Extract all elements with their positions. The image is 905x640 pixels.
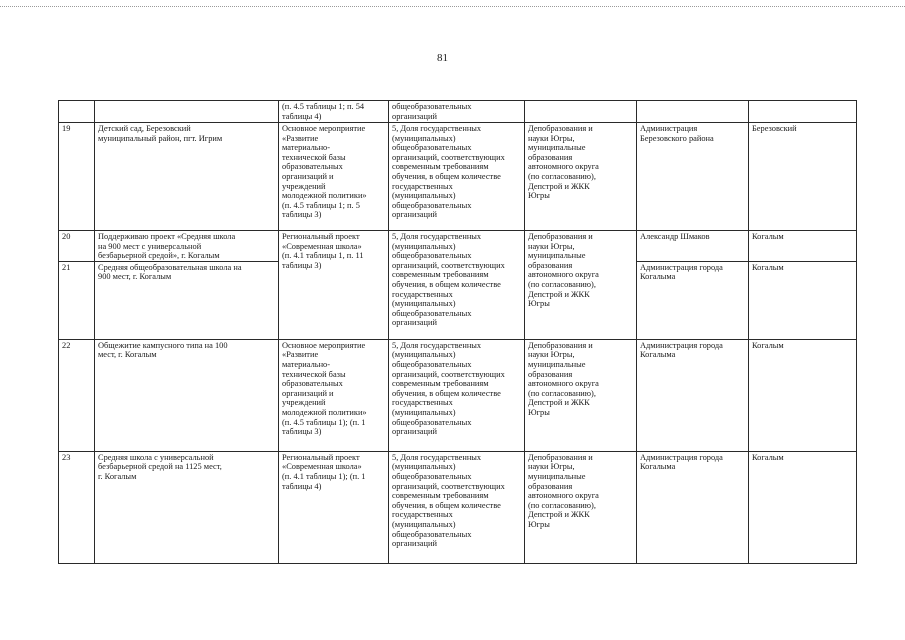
executor-text: Администрация Березовского района [640,124,714,143]
municipality-text: Когалым [752,452,784,462]
cell-indicator [389,451,525,563]
executor-text: Администрация города Когалыма [640,262,723,282]
municipality-text: Когалым [752,340,784,350]
responsible-text: Депобразования и науки Югры, муниципальные образования автономного округа (по согласованию), Депстрой и ЖКК Югры [528,232,599,309]
executor-text: Администрация города Когалыма [640,340,723,360]
cell-executor [637,261,749,339]
cell-executor [637,451,749,563]
page-number: 81 [437,52,448,64]
cell-num [59,101,95,123]
object-name: Общежитие кампусного типа на 100 мест, г. Когалым [98,340,228,360]
cell-municipality [749,339,857,451]
indicator-text: 5, Доля государственных (муниципальных) общеобразовательных организаций, соответствующих современным требованиям обучения, в общем количестве государственных (муниципальных) общеобразовательных организаций [392,124,505,220]
object-name: Детский сад, Березовский муниципальный район, пгт. Игрим [98,124,223,143]
cell-object [95,261,279,339]
cell-indicator [389,339,525,451]
cell-municipality [749,123,857,231]
row-number: 23 [62,452,71,462]
table-row [59,339,857,451]
municipality-text: Березовский [752,124,797,133]
activity-text: Основное мероприятие «Развитие материально- технической базы образовательных организаций и учреждений молодежной политики» (п. 4.5 таблицы 1; п. 5 таблицы 3) [282,124,367,220]
cell-num [59,339,95,451]
scan-edge-line [0,6,905,9]
cell-activity [279,451,389,563]
cell-text: общеобразовательных организаций [392,102,472,121]
cell-executor [637,123,749,231]
cell-num [59,123,95,231]
cell-activity [279,101,389,123]
object-name: Средняя общеобразовательная школа на 900 мест, г. Когалым [98,262,242,282]
row-number: 19 [62,124,71,133]
table-row [59,231,857,262]
executor-text: Александр Шмаков [640,232,710,241]
row-number: 21 [62,262,71,272]
cell-num [59,451,95,563]
cell-num [59,231,95,262]
activity-text: Региональный проект «Современная школа» (п. 4.1 таблицы 1); (п. 1 таблицы 4) [282,452,366,491]
cell-responsible [525,451,637,563]
table-row-continued [59,101,857,123]
cell-activity [279,339,389,451]
cell-executor [637,231,749,262]
cell-responsible [525,123,637,231]
cell-object [95,339,279,451]
cell-responsible [525,101,637,123]
cell-indicator [389,123,525,231]
cell-indicator [389,231,525,340]
cell-object [95,123,279,231]
executor-text: Администрация города Когалыма [640,452,723,472]
cell-text: (п. 4.5 таблицы 1; п. 54 таблицы 4) [282,102,365,121]
cell-indicator [389,101,525,123]
cell-responsible [525,339,637,451]
cell-activity [279,231,389,340]
cell-num [59,261,95,339]
cell-municipality [749,451,857,563]
cell-responsible [525,231,637,340]
indicator-text: 5, Доля государственных (муниципальных) общеобразовательных организаций, соответствующих современным требованиям обучения, в общем количестве государственных (муниципальных) общеобразовательных организаций [392,340,505,437]
responsible-text: Депобразования и науки Югры, муниципальные образования автономного округа (по согласованию), Депстрой и ЖКК Югры [528,452,599,529]
cell-object [95,231,279,262]
cell-object [95,101,279,123]
object-name: Поддерживаю проект «Средняя школа на 900 мест с универсальной безбарьерной средой», г. Когалым [98,232,236,261]
indicator-text: 5, Доля государственных (муниципальных) общеобразовательных организаций, соответствующих современным требованиям обучения, в общем количестве государственных (муниципальных) общеобразовательных организаций [392,232,505,328]
indicator-text: 5, Доля государственных (муниципальных) общеобразовательных организаций, соответствующих современным требованиям обучения, в общем количестве государственных (муниципальных) общеобразовательных организаций [392,452,505,549]
table-row [59,123,857,231]
activity-text: Основное мероприятие «Развитие материально- технической базы образовательных организаций и учреждений молодежной политики» (п. 4.5 таблицы 1); (п. 1 таблицы 3) [282,340,367,437]
cell-municipality [749,261,857,339]
responsible-text: Депобразования и науки Югры, муниципальные образования автономного округа (по согласованию), Депстрой и ЖКК Югры [528,340,599,417]
responsible-text: Депобразования и науки Югры, муниципальные образования автономного округа (по согласованию), Депстрой и ЖКК Югры [528,124,599,201]
municipality-text: Когалым [752,262,784,272]
table-row [59,451,857,563]
cell-activity [279,123,389,231]
activity-text: Региональный проект «Современная школа» (п. 4.1 таблицы 1, п. 11 таблицы 3) [282,232,364,270]
cell-municipality [749,101,857,123]
cell-executor [637,339,749,451]
object-name: Средняя школа с универсальной безбарьерной средой на 1125 мест, г. Когалым [98,452,222,481]
row-number: 20 [62,232,71,241]
cell-executor [637,101,749,123]
row-number: 22 [62,340,71,350]
cell-municipality [749,231,857,262]
municipality-text: Когалым [752,232,784,241]
program-objects-table [58,100,857,564]
cell-object [95,451,279,563]
